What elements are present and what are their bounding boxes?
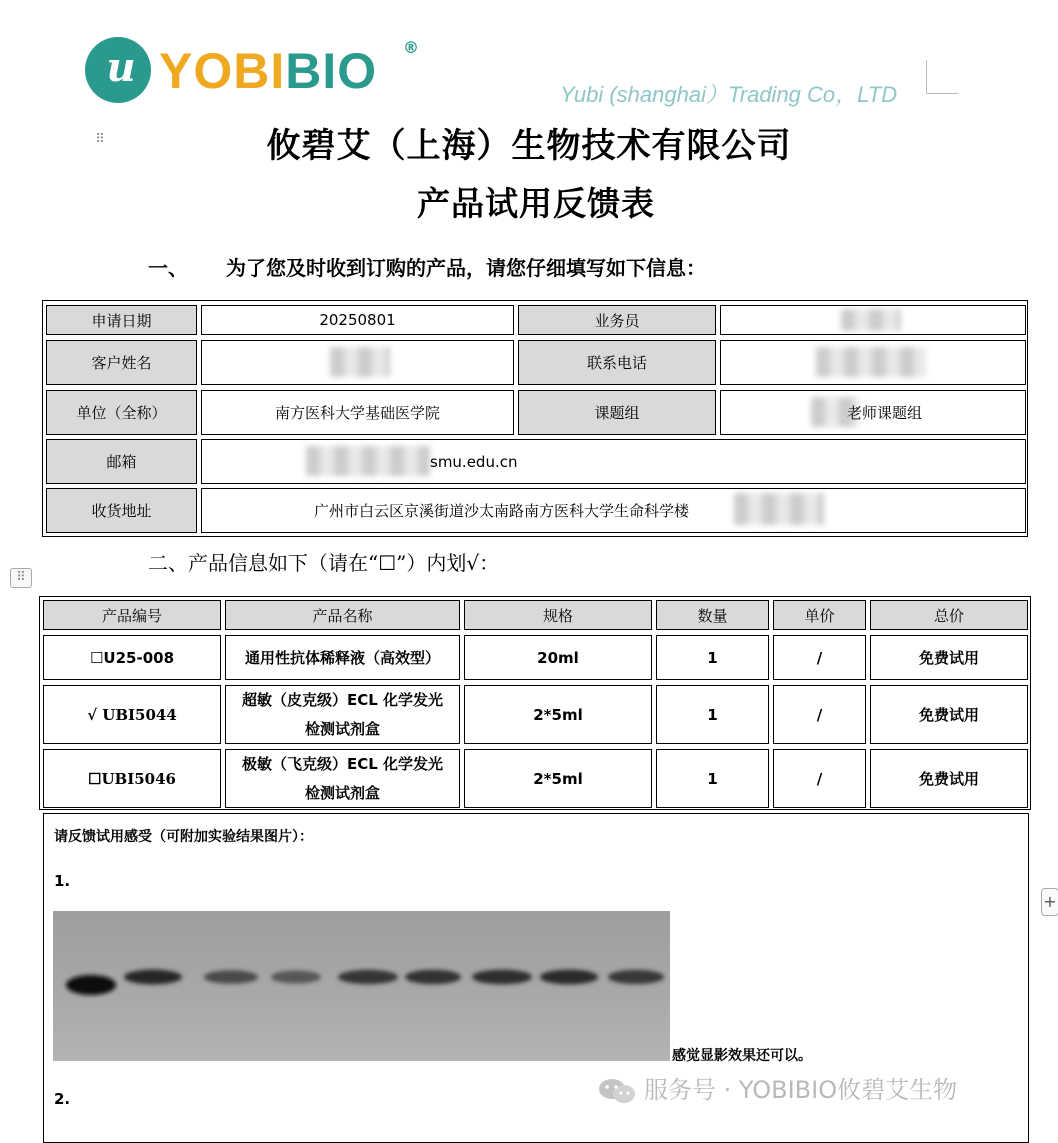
logo-wordmark: YOBIBIO <box>159 43 378 99</box>
blot-band <box>405 970 461 985</box>
blot-band <box>472 970 532 985</box>
document-title: 攸碧艾（上海）生物技术有限公司 <box>266 126 792 166</box>
blot-band <box>271 970 321 983</box>
feedback-title: 请反馈试用感受（可附加实验结果图片）： <box>54 829 313 845</box>
watermark: 服务号 · YOBIBIO攸碧艾生物 <box>598 1070 957 1105</box>
product-code-cell[interactable]: ☐UBI5046 <box>43 749 221 808</box>
table-header: 总价 <box>870 600 1028 630</box>
blot-band <box>338 970 398 984</box>
table-header: 规格 <box>464 600 652 630</box>
phone-value[interactable] <box>720 340 1026 385</box>
product-name-cell: 超敏（皮克级）ECL 化学发光检测试剂盒 <box>225 685 460 744</box>
redacted-blur <box>330 347 390 377</box>
customer-name-value[interactable] <box>201 340 514 385</box>
product-price-cell: / <box>773 749 866 808</box>
logo-mark: u <box>85 37 151 103</box>
blot-band <box>540 970 598 985</box>
address-value[interactable]: 广州市白云区京溪街道沙太南路南方医科大学生命科学楼 <box>201 488 1026 533</box>
product-qty-cell: 1 <box>656 749 769 808</box>
add-row-icon[interactable]: + <box>1041 888 1058 916</box>
product-total-cell: 免费试用 <box>870 749 1028 808</box>
apply-date-label: 申请日期 <box>46 305 197 335</box>
drag-handle-icon[interactable]: ⠿ <box>95 132 105 147</box>
product-total-cell: 免费试用 <box>870 635 1028 680</box>
email-value[interactable]: smu.edu.cn <box>201 439 1026 484</box>
redacted-blur <box>841 309 901 331</box>
product-name-cell: 通用性抗体稀释液（高效型） <box>225 635 460 680</box>
product-spec-cell: 20ml <box>464 635 652 680</box>
table-move-handle-icon[interactable]: ⠿ <box>10 568 32 588</box>
blot-band <box>204 970 258 984</box>
blot-band <box>66 975 116 995</box>
product-total-cell: 免费试用 <box>870 685 1028 744</box>
salesperson-label: 业务员 <box>518 305 716 335</box>
apply-date-value[interactable]: 20250801 <box>201 305 514 335</box>
table-header: 产品编号 <box>43 600 221 630</box>
section-1-heading: 一、 为了您及时收到订购的产品，请您仔细填写如下信息： <box>148 256 706 280</box>
blot-band <box>124 970 182 985</box>
product-price-cell: / <box>773 635 866 680</box>
customer-name-label: 客户姓名 <box>46 340 197 385</box>
phone-label: 联系电话 <box>518 340 716 385</box>
western-blot-image <box>53 911 670 1061</box>
redacted-blur <box>306 446 430 476</box>
company-english-name: Yubi (shanghai）Trading Co，LTD <box>560 82 898 107</box>
feedback-item-number: 1. <box>54 872 71 890</box>
product-code-cell[interactable]: ☐U25-008 <box>43 635 221 680</box>
salesperson-value[interactable] <box>720 305 1026 335</box>
margin-corner-mark <box>926 93 958 94</box>
product-spec-cell: 2*5ml <box>464 685 652 744</box>
research-group-value[interactable]: 老师课题组 <box>720 390 1026 435</box>
email-label: 邮箱 <box>46 439 197 484</box>
blot-band <box>608 970 664 984</box>
unit-value[interactable]: 南方医科大学基础医学院 <box>201 390 514 435</box>
product-name-cell: 极敏（飞克级）ECL 化学发光检测试剂盒 <box>225 749 460 808</box>
product-qty-cell: 1 <box>656 635 769 680</box>
feedback-note: 感觉显影效果还可以。 <box>672 1048 812 1064</box>
section-2-heading: 二、产品信息如下（请在“☐”）内划√： <box>148 551 500 575</box>
company-logo <box>85 36 425 106</box>
registered-mark: ® <box>403 38 419 57</box>
research-group-label: 课题组 <box>518 390 716 435</box>
product-qty-cell: 1 <box>656 685 769 744</box>
feedback-item-number: 2. <box>54 1090 71 1108</box>
redacted-blur <box>816 347 926 377</box>
document-subtitle: 产品试用反馈表 <box>417 184 655 223</box>
product-code-cell[interactable]: √ UBI5044 <box>43 685 221 744</box>
redacted-blur <box>734 493 824 525</box>
wechat-icon <box>598 1077 636 1105</box>
unit-label: 单位（全称） <box>46 390 197 435</box>
table-header: 数量 <box>656 600 769 630</box>
product-spec-cell: 2*5ml <box>464 749 652 808</box>
margin-corner-mark <box>926 60 927 94</box>
table-header: 单价 <box>773 600 866 630</box>
product-price-cell: / <box>773 685 866 744</box>
address-label: 收货地址 <box>46 488 197 533</box>
table-header: 产品名称 <box>225 600 460 630</box>
